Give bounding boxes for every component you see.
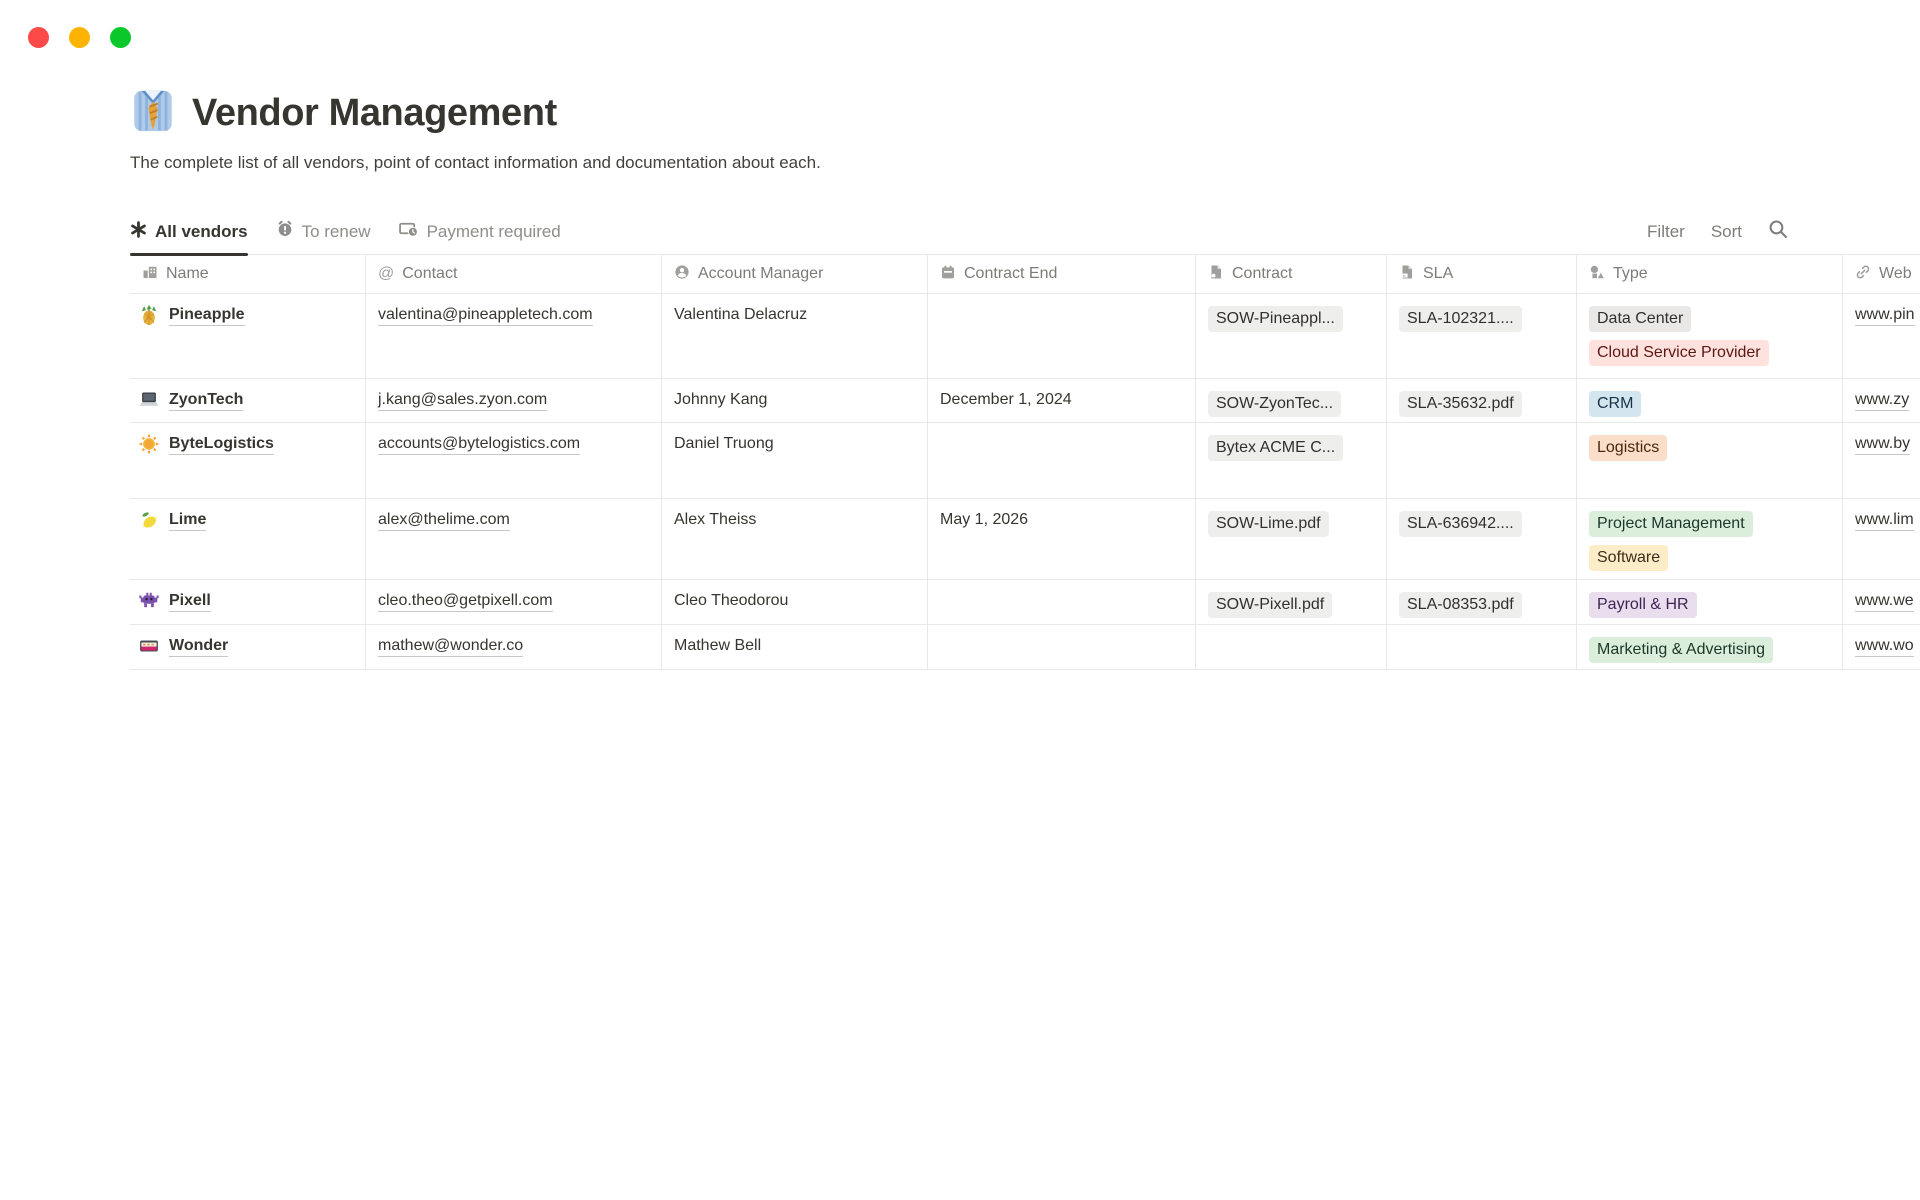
type-tag[interactable]: Project Management xyxy=(1589,511,1753,537)
contact-email-link[interactable]: mathew@wonder.co xyxy=(378,637,523,657)
web-cell[interactable] xyxy=(1843,294,1920,378)
file-icon xyxy=(1208,264,1224,285)
window-controls xyxy=(28,27,131,48)
necktie-emoji xyxy=(130,88,176,139)
page-title[interactable]: Vendor Management xyxy=(192,92,557,134)
table-row xyxy=(130,294,1920,379)
contract-end-cell[interactable] xyxy=(928,580,1196,624)
account-manager-value: Valentina Delacruz xyxy=(674,306,808,323)
buildings-icon xyxy=(142,264,158,285)
column-label: Contact xyxy=(402,265,458,282)
vendor-name-link[interactable]: ByteLogistics xyxy=(169,435,274,455)
website-link[interactable]: www.zy xyxy=(1855,391,1909,411)
bento-box-emoji xyxy=(138,635,160,662)
contract-end-date: December 1, 2024 xyxy=(940,391,1072,408)
web-cell[interactable] xyxy=(1843,379,1920,422)
tab-to-renew[interactable] xyxy=(276,209,371,255)
sla-cell[interactable] xyxy=(1387,423,1577,498)
account-manager-value: Johnny Kang xyxy=(674,391,768,408)
tab-label: Payment required xyxy=(426,221,561,241)
table-row xyxy=(130,423,1920,499)
name-cell[interactable] xyxy=(130,379,366,422)
at-icon: @ xyxy=(378,265,395,282)
type-tag[interactable]: Logistics xyxy=(1589,435,1667,461)
account-manager-value: Mathew Bell xyxy=(674,637,762,654)
contact-email-link[interactable]: accounts@bytelogistics.com xyxy=(378,435,580,455)
vendor-name-link[interactable]: ZyonTech xyxy=(169,391,243,411)
magnifier-icon xyxy=(1768,224,1788,243)
type-cell[interactable] xyxy=(1577,294,1843,378)
tab-payment-required[interactable] xyxy=(399,209,561,255)
account-manager-value: Alex Theiss xyxy=(674,511,757,528)
column-header-contract-end[interactable] xyxy=(928,255,1196,293)
contact-cell[interactable] xyxy=(366,379,662,422)
sla-file-chip[interactable]: SLA-08353.pdf xyxy=(1399,592,1522,618)
tab-all-vendors[interactable] xyxy=(130,209,248,255)
type-tag[interactable]: Data Center xyxy=(1589,306,1691,332)
web-cell[interactable] xyxy=(1843,580,1920,624)
calendar-icon xyxy=(940,264,956,285)
account-manager-cell[interactable] xyxy=(662,580,928,624)
asterisk-view-icon xyxy=(130,221,147,243)
column-header-contract[interactable] xyxy=(1196,255,1387,293)
sla-cell[interactable] xyxy=(1387,499,1577,579)
column-label: Contract End xyxy=(964,265,1058,282)
name-cell[interactable] xyxy=(130,499,366,579)
alien-monster-emoji xyxy=(138,590,160,617)
lemon-emoji xyxy=(138,509,160,536)
contract-file-chip[interactable]: SOW-Lime.pdf xyxy=(1208,511,1329,537)
contract-end-cell[interactable] xyxy=(928,499,1196,579)
type-cell[interactable] xyxy=(1577,625,1843,669)
column-header-type[interactable] xyxy=(1577,255,1843,293)
type-cell[interactable] xyxy=(1577,379,1843,422)
contract-end-cell[interactable] xyxy=(928,379,1196,422)
column-label: Account Manager xyxy=(698,265,824,282)
contract-cell[interactable] xyxy=(1196,294,1387,378)
name-cell[interactable] xyxy=(130,580,366,624)
type-tag[interactable]: Cloud Service Provider xyxy=(1589,340,1769,366)
sort-button[interactable]: Sort xyxy=(1710,221,1742,241)
table-row xyxy=(130,379,1920,423)
contact-cell[interactable] xyxy=(366,580,662,624)
web-cell[interactable] xyxy=(1843,625,1920,669)
sla-file-chip[interactable]: SLA-35632.pdf xyxy=(1399,391,1522,417)
contact-email-link[interactable]: cleo.theo@getpixell.com xyxy=(378,592,553,612)
contact-cell[interactable] xyxy=(366,499,662,579)
column-header-web[interactable] xyxy=(1843,255,1920,293)
sla-cell[interactable] xyxy=(1387,580,1577,624)
contract-file-chip[interactable]: SOW-ZyonTec... xyxy=(1208,391,1341,417)
contract-end-cell[interactable] xyxy=(928,625,1196,669)
sla-file-chip[interactable]: SLA-636942.... xyxy=(1399,511,1522,537)
contract-file-chip[interactable]: SOW-Pixell.pdf xyxy=(1208,592,1332,618)
contact-cell[interactable] xyxy=(366,625,662,669)
minimize-window-button[interactable] xyxy=(69,27,90,48)
zoom-window-button[interactable] xyxy=(110,27,131,48)
type-tag[interactable]: Marketing & Advertising xyxy=(1589,637,1773,663)
name-cell[interactable] xyxy=(130,625,366,669)
view-toolbar xyxy=(130,209,1920,255)
column-header-contact[interactable] xyxy=(366,255,662,293)
tab-label: To renew xyxy=(301,221,371,241)
account-manager-value: Cleo Theodorou xyxy=(674,592,789,609)
svg-text:x.: x. xyxy=(1402,272,1407,278)
website-link[interactable]: www.lim xyxy=(1855,511,1914,531)
table-header-row xyxy=(130,255,1920,294)
contract-cell[interactable] xyxy=(1196,580,1387,624)
type-tag[interactable]: Software xyxy=(1589,545,1668,571)
contract-cell[interactable] xyxy=(1196,379,1387,422)
sla-file-chip[interactable]: SLA-102321.... xyxy=(1399,306,1522,332)
contact-cell[interactable] xyxy=(366,294,662,378)
contract-file-chip[interactable]: Bytex ACME C... xyxy=(1208,435,1343,461)
column-header-account-manager[interactable] xyxy=(662,255,928,293)
view-tabs xyxy=(130,209,561,255)
type-cell[interactable] xyxy=(1577,580,1843,624)
account-manager-cell[interactable] xyxy=(662,499,928,579)
type-cell[interactable] xyxy=(1577,499,1843,579)
type-tag[interactable]: CRM xyxy=(1589,391,1641,417)
type-tag[interactable]: Payroll & HR xyxy=(1589,592,1697,618)
account-manager-cell[interactable] xyxy=(662,423,928,498)
file-icon xyxy=(1399,264,1415,285)
contract-end-cell[interactable] xyxy=(928,423,1196,498)
column-label: SLA xyxy=(1423,265,1454,282)
account-manager-cell[interactable] xyxy=(662,294,928,378)
table-row xyxy=(130,499,1920,580)
table-row xyxy=(130,580,1920,625)
account-manager-cell[interactable] xyxy=(662,379,928,422)
type-cell[interactable] xyxy=(1577,423,1843,498)
column-header-name[interactable] xyxy=(130,255,366,293)
contact-email-link[interactable]: valentina@pineappletech.com xyxy=(378,306,593,326)
contract-file-chip[interactable]: SOW-Pineappl... xyxy=(1208,306,1343,332)
search-button[interactable] xyxy=(1768,219,1788,244)
filter-button[interactable]: Filter xyxy=(1647,221,1685,241)
vendor-name-link[interactable]: Pixell xyxy=(169,592,211,612)
shapes-icon xyxy=(1589,264,1605,285)
website-link[interactable]: www.by xyxy=(1855,435,1910,455)
pineapple-emoji xyxy=(138,304,160,331)
sla-cell[interactable] xyxy=(1387,625,1577,669)
name-cell[interactable] xyxy=(130,423,366,498)
page-header xyxy=(0,0,1920,173)
laptop-emoji xyxy=(138,389,160,416)
table-row xyxy=(130,625,1920,670)
name-cell[interactable] xyxy=(130,294,366,378)
contract-end-cell[interactable] xyxy=(928,294,1196,378)
tab-label: All vendors xyxy=(155,221,248,241)
link-icon xyxy=(1855,264,1871,285)
sla-cell[interactable] xyxy=(1387,379,1577,422)
sun-emoji xyxy=(138,433,160,460)
sla-cell[interactable] xyxy=(1387,294,1577,378)
contract-cell[interactable] xyxy=(1196,423,1387,498)
vendor-name-link[interactable]: Lime xyxy=(169,511,206,531)
web-cell[interactable] xyxy=(1843,499,1920,579)
alarm-icon xyxy=(276,220,294,243)
contract-cell[interactable] xyxy=(1196,499,1387,579)
website-link[interactable]: www.wo xyxy=(1855,637,1914,657)
website-link[interactable]: www.we xyxy=(1855,592,1914,612)
account-manager-value: Daniel Truong xyxy=(674,435,774,452)
vendors-table xyxy=(130,255,1920,670)
page-description[interactable]: The complete list of all vendors, point of contact information and documentation about each. xyxy=(130,153,821,172)
web-cell[interactable] xyxy=(1843,423,1920,498)
website-link[interactable]: www.pin xyxy=(1855,306,1915,326)
column-header-sla[interactable] xyxy=(1387,255,1577,293)
toolbar-actions xyxy=(1647,219,1920,244)
account-manager-cell[interactable] xyxy=(662,625,928,669)
vendor-name-link[interactable]: Pineapple xyxy=(169,306,245,326)
contact-cell[interactable] xyxy=(366,423,662,498)
vendor-name-link[interactable]: Wonder xyxy=(169,637,228,657)
column-label: Contract xyxy=(1232,265,1293,282)
column-label: Name xyxy=(166,265,209,282)
contact-email-link[interactable]: alex@thelime.com xyxy=(378,511,510,531)
contact-email-link[interactable]: j.kang@sales.zyon.com xyxy=(378,391,547,411)
column-label: Type xyxy=(1613,265,1648,282)
contract-end-date: May 1, 2026 xyxy=(940,511,1029,528)
close-window-button[interactable] xyxy=(28,27,49,48)
contract-cell[interactable] xyxy=(1196,625,1387,669)
column-label: Web xyxy=(1879,265,1912,282)
banknote-clock-icon xyxy=(399,220,419,243)
person-icon xyxy=(674,264,690,285)
